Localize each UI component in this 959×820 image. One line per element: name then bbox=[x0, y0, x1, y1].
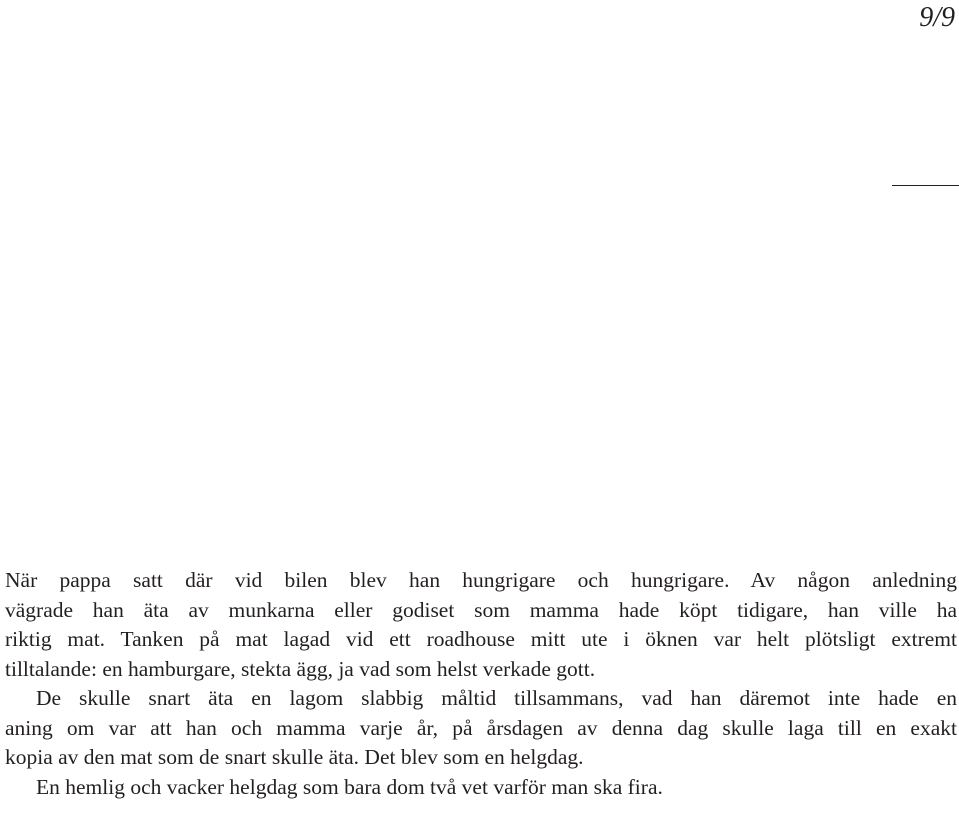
page-number: 9/9 bbox=[919, 2, 955, 33]
text-line: De skulle snart äta en lagom slabbig måltid tillsammans, vad han däremot inte hade en bbox=[36, 686, 957, 710]
paragraph-1 bbox=[5, 566, 957, 684]
paragraph-2 bbox=[5, 684, 957, 773]
body-text bbox=[5, 566, 957, 802]
text-line: När pappa satt där vid bilen blev han hungrigare och hungrigare. Av någon anledning bbox=[5, 568, 957, 592]
text-line: aning om var att han och mamma varje år, på årsdagen av denna dag skulle laga till en exakt bbox=[5, 715, 957, 740]
text-line: vägrade han äta av munkarna eller godiset som mamma hade köpt tidigare, han ville ha bbox=[5, 597, 957, 622]
text-line: kopia av den mat som de snart skulle äta. Det blev som en helgdag. bbox=[5, 745, 584, 769]
paragraph-3 bbox=[5, 773, 957, 803]
text-line: En hemlig och vacker helgdag som bara dom två vet varför man ska fira. bbox=[36, 774, 663, 799]
text-line: riktig mat. Tanken på mat lagad vid ett roadhouse mitt ute i öknen var helt plötsligt extremt bbox=[5, 627, 957, 651]
text-line: tilltalande: en hamburgare, stekta ägg, ja vad som helst verkade gott. bbox=[5, 656, 596, 681]
horizontal-rule bbox=[892, 185, 959, 186]
